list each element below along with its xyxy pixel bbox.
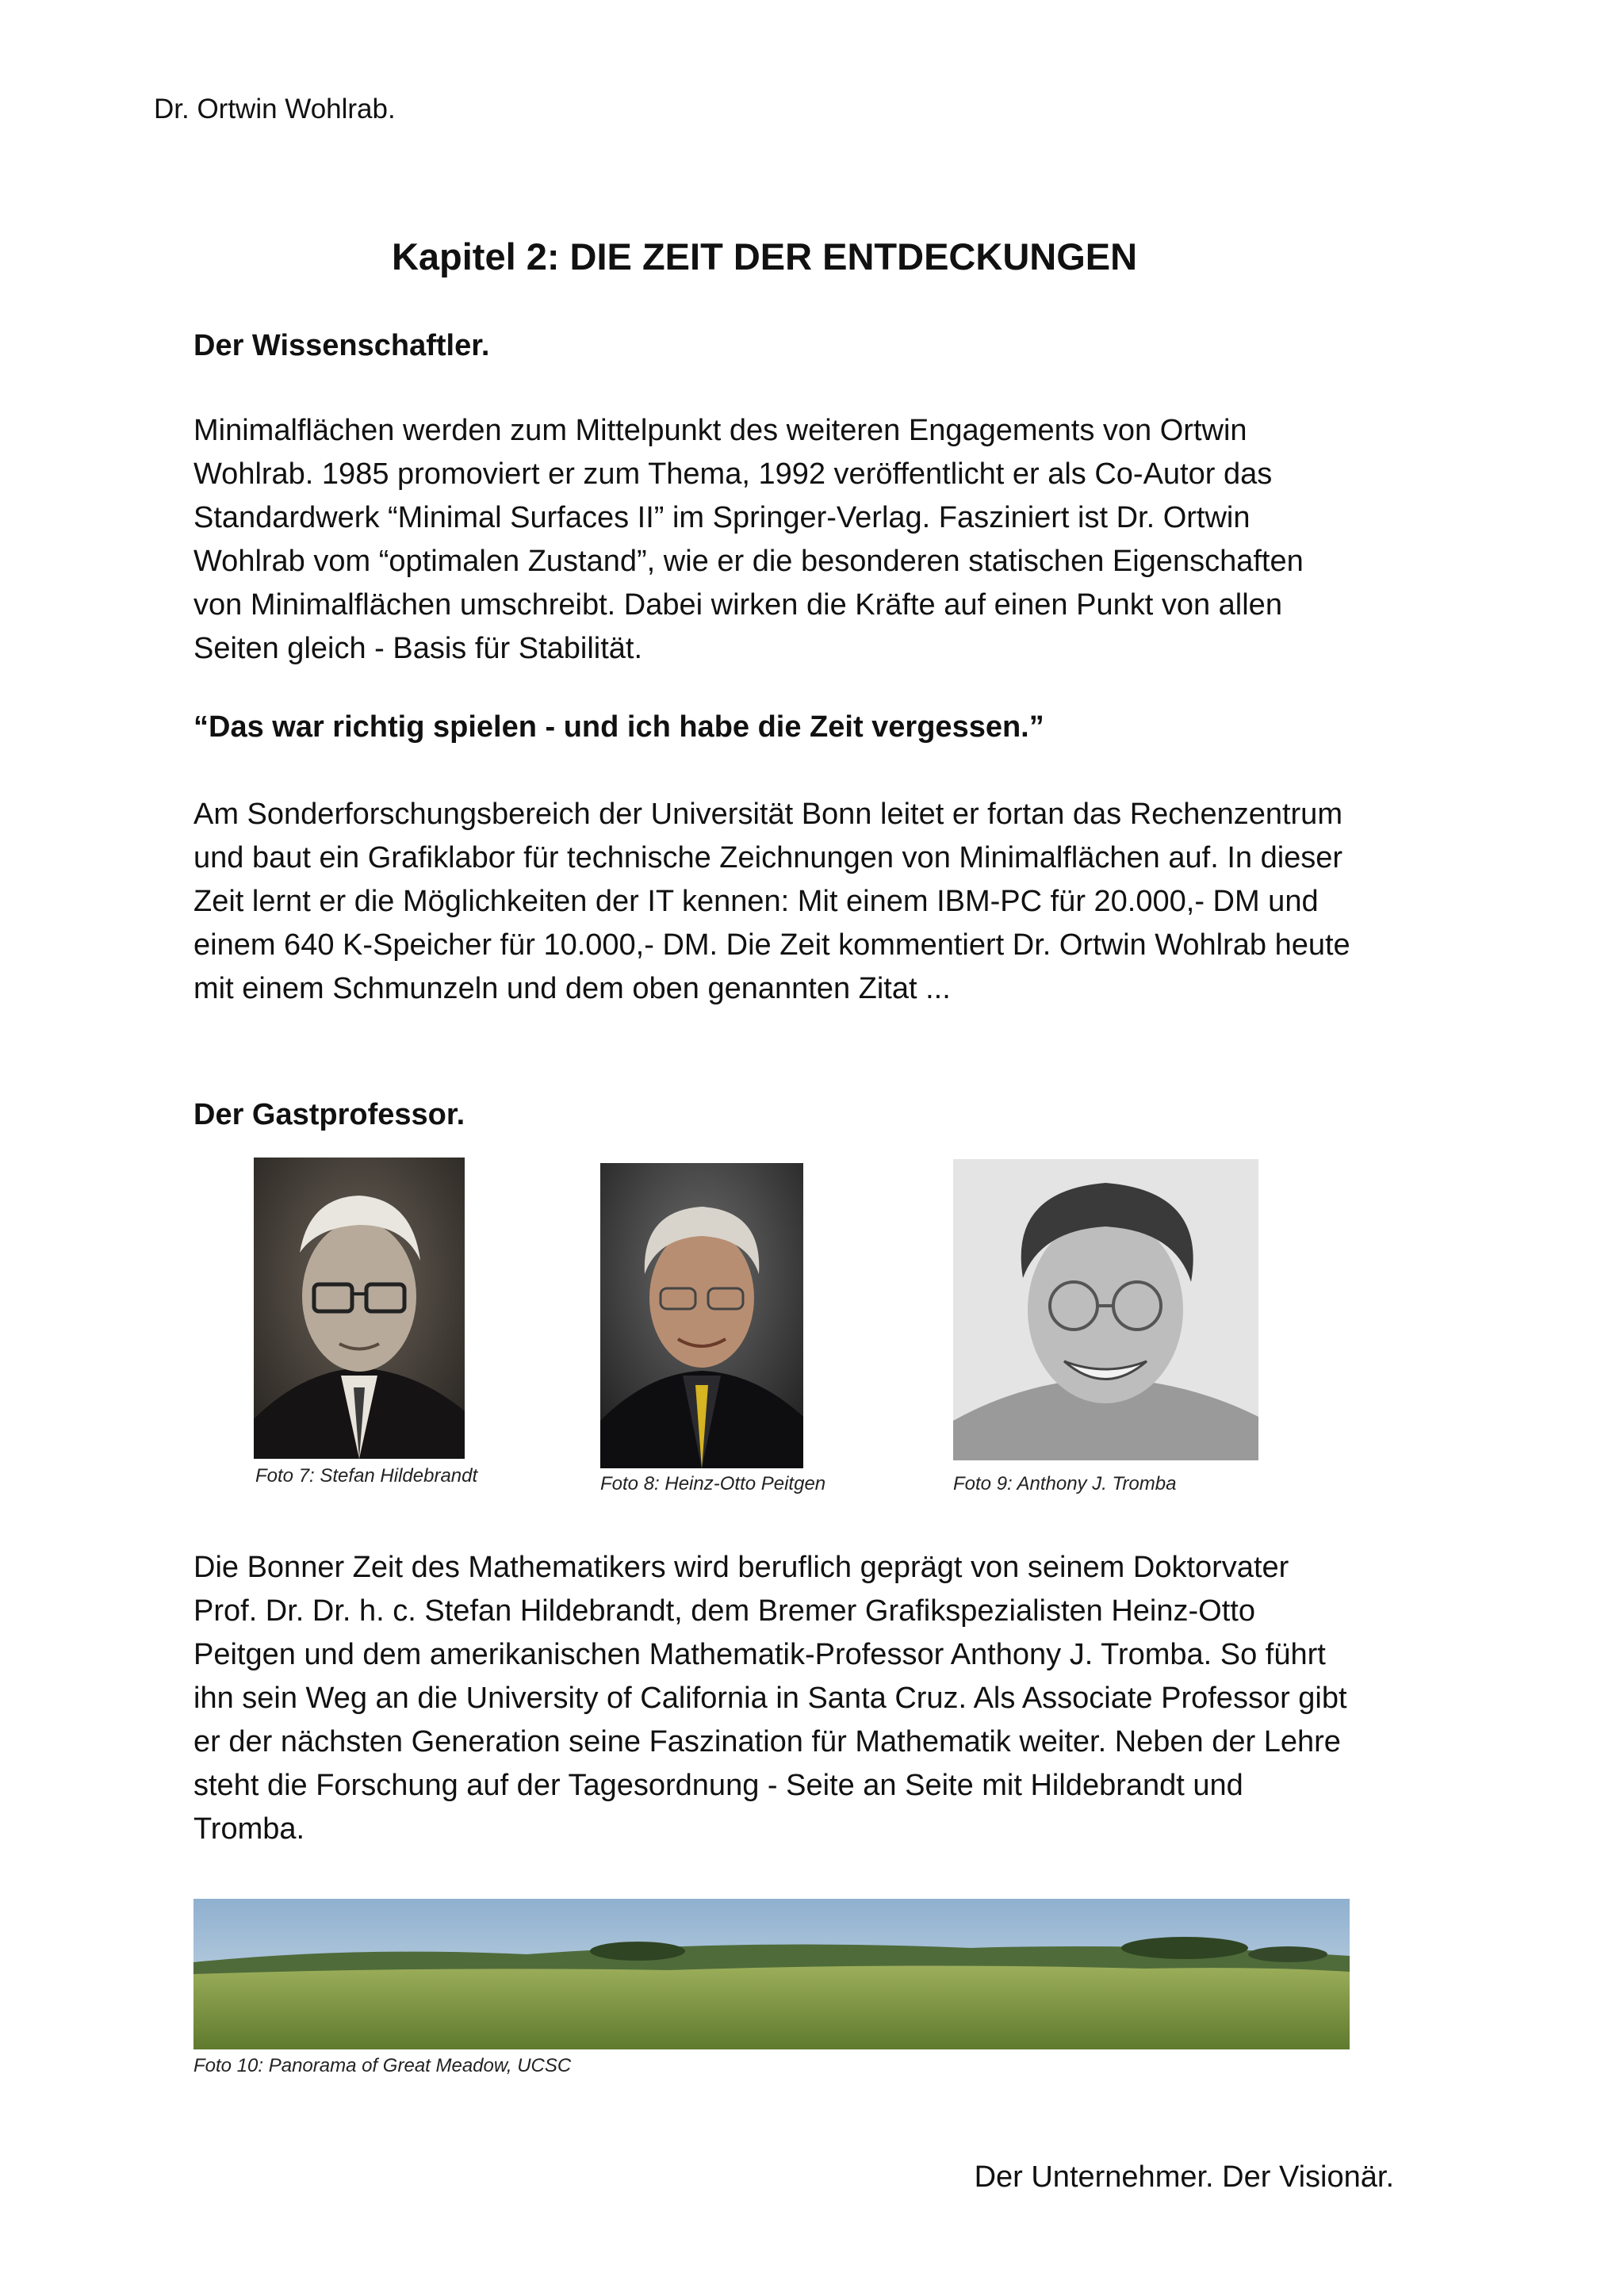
footer-text: Der Unternehmer. Der Visionär. [974, 2160, 1394, 2194]
caption-photo-7: Foto 7: Stefan Hildebrandt [255, 1465, 478, 1487]
caption-photo-8: Foto 8: Heinz-Otto Peitgen [600, 1473, 826, 1494]
photo-panorama-great-meadow [193, 1899, 1350, 2049]
quote: “Das war richtig spielen - und ich habe die Zeit vergessen.” [193, 710, 1044, 744]
section-heading-guest-professor: Der Gastprofessor. [193, 1098, 465, 1131]
chapter-title: Kapitel 2: DIE ZEIT DER ENTDECKUNGEN [391, 235, 1138, 277]
photo-tromba [953, 1159, 1258, 1460]
caption-photo-10: Foto 10: Panorama of Great Meadow, UCSC [193, 2055, 572, 2076]
paragraph-bonn-period: Die Bonner Zeit des Mathematikers wird beruflich geprägt von seinem Doktorvater Prof. Dr. Dr. h. c. Stefan Hildebrandt, dem Bremer Grafikspezialisten Heinz-Otto Peitgen und dem amerikanischen Mathematik-Professor Anthony J. Tromba. So führt ihn sein Weg an die University of California in Santa Cruz. Als Associate Professor gibt er der nächsten Generation seine Faszination für Mathematik weiter. Neben der Lehre steht die Forschung auf der Tagesordnung - Seite an Seite mit Hildebrandt und Tromba. [193, 1551, 1347, 1846]
paragraph-scientist: Minimalflächen werden zum Mittelpunkt des weiteren Engagements von Ortwin Wohlrab. 1985 promoviert er zum Thema, 1992 veröffentlicht er als Co-Autor das Standardwerk “Minimal Surfaces II” im Springer-Verlag. Fasziniert ist Dr. Ortwin Wohlrab vom “optimalen Zustand”, wie er die besonderen statischen Eigenschaften von Minimalflächen umschreibt. Dabei wirken die Kräfte auf einen Punkt von allen Seiten gleich - Basis für Stabilität. [193, 414, 1304, 665]
author-header: Dr. Ortwin Wohlrab. [154, 94, 396, 124]
photo-peitgen [600, 1163, 803, 1468]
caption-photo-9: Foto 9: Anthony J. Tromba [953, 1473, 1177, 1494]
paragraph-computing-center: Am Sonderforschungsbereich der Universität Bonn leitet er fortan das Rechenzentrum und baut ein Grafiklabor für technische Zeichnungen von Minimalflächen auf. In dieser Zeit lernt er die Möglichkeiten der IT kennen: Mit einem IBM-PC für 20.000,- DM und einem 640 K-Speicher für 10.000,- DM. Die Zeit kommentiert Dr. Ortwin Wohlrab heute mit einem Schmunzeln und dem oben genannten Zitat ... [193, 798, 1350, 1005]
photo-hildebrandt [254, 1158, 465, 1459]
section-heading-scientist: Der Wissenschaftler. [193, 329, 490, 362]
